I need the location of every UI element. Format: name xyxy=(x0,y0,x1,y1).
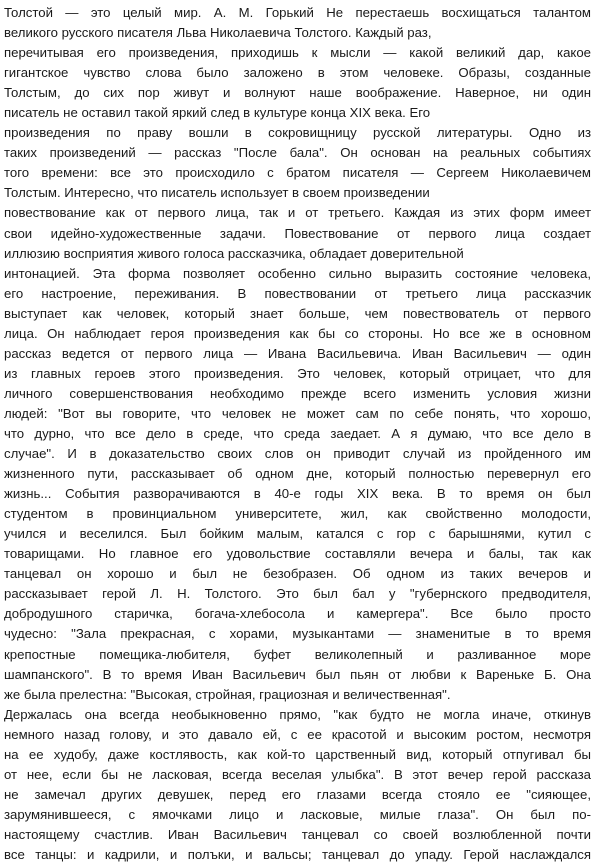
text-line: великого русского писателя Льва Николаевича Толстого. Каждый раз, xyxy=(4,25,432,41)
text-line: добродушного старичка, богача-хлебосола и камергера". Все было просто xyxy=(4,606,591,622)
text-line: настоящему счастлив. Иван Васильевич танцевал со своей возлюбленной почти xyxy=(4,826,591,842)
text-line: произведения по праву вошли в сокровищницу русской литературы. Одно из xyxy=(4,125,591,141)
text-line: писатель не оставил такой яркий след в культуре конца XIX века. Его xyxy=(4,105,431,121)
text-line: Толстой — это целый мир. А. М. Горький Не перестаешь восхищаться талантом xyxy=(4,5,591,20)
text-line: Толстым, до сих пор живут и волнуют наше воображение. Наверное, ни один xyxy=(4,85,591,101)
text-line: рассказывает герой Л. Н. Толстого. Это был бал у "губернского предводителя, xyxy=(4,586,591,602)
text-line: людей: "Вот вы говорите, что человек не может сам по себе понять, что хорошо, xyxy=(4,405,591,421)
text-line: лица. Он наблюдает героя произведения как бы со стороны. Но все же в основном xyxy=(4,325,591,341)
text-line: Толстым. Интересно, что писатель использует в своем произведении xyxy=(4,185,430,201)
text-line: от нее, если бы не ласковая, всегда веселая улыбка". В этот вечер герой рассказа xyxy=(4,766,591,782)
text-line: повествование как от первого лица, так и от третьего. Каждая из этих форм имеет xyxy=(4,205,591,221)
text-line: гигантское чувство слова было заложено в этом человеке. Образы, созданные xyxy=(4,65,591,81)
text-line: случае". И в доказательство своих слов он приводит случай из пройденного им xyxy=(4,446,591,462)
text-line: таких произведений — рассказ "После бала". Он основан на реальных событиях xyxy=(4,145,591,161)
text-line: Держалась она всегда необыкновенно прямо, "как будто не могла иначе, откинув xyxy=(4,706,591,722)
text-line: все танцы: и кадрили, и полъки, и вальсы; танцевал до упаду. Герой наслаждался xyxy=(4,846,591,862)
text-line: же была прелестна: "Высокая, стройная, грациозная и величественная". xyxy=(4,686,451,702)
text-line: перечитывая его произведения, приходишь к мысли — какой великий дар, какое xyxy=(4,45,591,61)
text-line: личного совершенствования необходимо прежде всего изменить условия жизни xyxy=(4,385,591,401)
text-line: крепостные помещика-любителя, буфет великолепный и разливанное море xyxy=(4,646,591,662)
text-line: студентом в провинциальном университете, жил, как свойственно молодости, xyxy=(4,506,591,522)
text-line: того времени: все это происходило с братом писателя — Сергеем Николаевичем xyxy=(4,165,591,181)
text-line: что дурно, что все дело в среде, что среда заедает. А я думаю, что все дело в xyxy=(4,425,591,441)
text-line: интонацией. Эта форма позволяет особенно сильно выразить состояние человека, xyxy=(4,265,591,281)
text-line: выступает как человек, который знает больше, чем повествователь от первого xyxy=(4,305,591,321)
text-line: иллюзию восприятия живого голоса рассказчика, обладает доверительной xyxy=(4,245,464,261)
text-line: зарумянившееся, с ямочками лицо и ласковые, милые глаза". Он был по- xyxy=(4,806,591,822)
text-line: на ее худобу, даже костлявость, как кой-то царственный вид, который отпугивал бы xyxy=(4,746,591,762)
text-line: танцевал он хорошо и был не безобразен. Об одном из таких вечеров и xyxy=(4,566,591,582)
text-line: рассказ ведется от первого лица — Ивана Васильевича. Иван Васильевич — один xyxy=(4,345,591,361)
text-line: немного назад голову, и это давало ей, с ее красотой и высоким ростом, несмотря xyxy=(4,726,591,742)
text-line: из главных героев этого произведения. Это человек, который отрицает, что для xyxy=(4,365,591,381)
text-line: чудесно: "Зала прекрасная, с хорами, музыкантами — знаменитые в то время xyxy=(4,626,591,642)
text-line: свои идейно-художественные задачи. Повествование от первого лица создает xyxy=(4,225,591,241)
text-line: жизненного пути, рассказывает об одном дне, который полностью перевернул его xyxy=(4,466,591,482)
text-line: учился и веселился. Был бойким малым, катался с гор с барышнями, кутил с xyxy=(4,526,591,542)
text-line: шампанского". В то время Иван Васильевич был пьян от любви к Вареньке Б. Она xyxy=(4,666,591,682)
text-line: товарищами. Но главное его удовольствие составляли вечера и балы, так как xyxy=(4,546,591,562)
text-line: его настроение, переживания. В повествовании от третьего лица рассказчик xyxy=(4,285,591,301)
text-line: жизнь... События разворачиваются в 40-е годы XIX века. В то время он был xyxy=(4,486,591,502)
text-line: не замечал других девушек, перед его глазами всегда стояло ее "сияющее, xyxy=(4,786,591,802)
